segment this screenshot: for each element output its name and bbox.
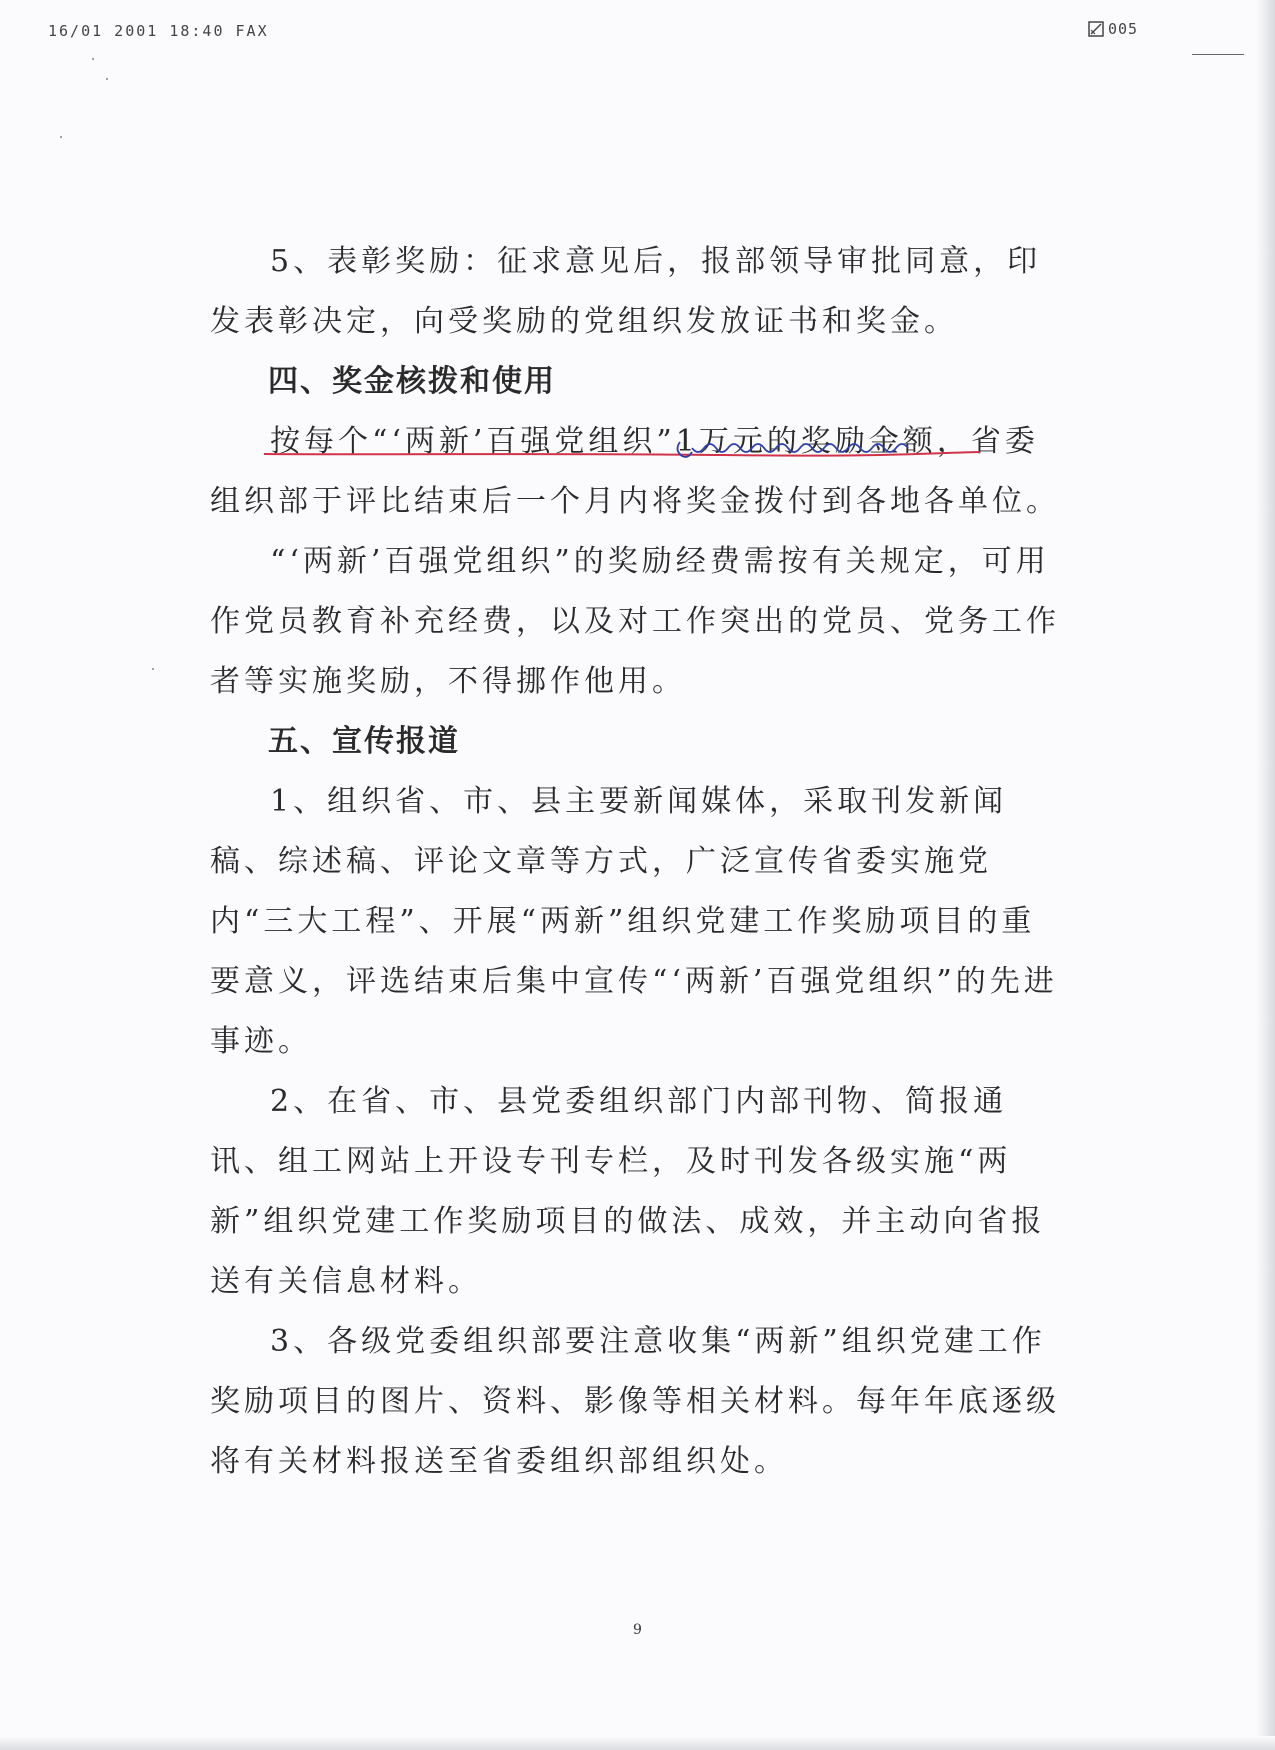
fax-page-code: [1088, 20, 1138, 38]
blue-pen-wave: [692, 444, 908, 452]
red-pen-line: [264, 452, 980, 456]
paragraph-funding: 按每个“‘两新’百强党组织”1万元的奖励金额，省委组织部于评比结束后一个月内将奖金拨付到各地各单位。: [210, 424, 1060, 519]
scan-edge-right: [1257, 0, 1275, 1750]
paragraph-publicity-2: 2、在省、市、县党委组织部门内部刊物、简报通讯、组工网站上开设专刊专栏，及时刊发各级实施“两新”组织党建工作奖励项目的做法、成效，并主动向省报送有关信息材料。: [210, 1084, 1046, 1299]
document-body: [210, 232, 1060, 1492]
scan-speck: [60, 136, 62, 138]
scan-speck: [92, 58, 94, 60]
section-heading-4: 四、奖金核拨和使用: [268, 364, 556, 399]
pen-underline-annotation: [262, 440, 982, 462]
section-heading-5: 五、宣传报道: [268, 724, 460, 759]
scan-edge-bottom: [0, 1736, 1275, 1750]
fax-checkbox-icon: [1088, 21, 1104, 37]
fax-timestamp: 16/01 2001 18:40 FAX: [48, 22, 269, 40]
fax-page-number: 005: [1108, 20, 1139, 38]
paragraph-funding-use: “‘两新’百强党组织”的奖励经费需按有关规定，可用作党员教育补充经费，以及对工作突出的党员、党务工作者等实施奖励，不得挪作他用。: [210, 544, 1060, 699]
paragraph-item-5: 5、表彰奖励：征求意见后，报部领导审批同意，印发表彰决定，向受奖励的党组织发放证书和奖金。: [210, 244, 1042, 339]
scan-speck: [106, 78, 108, 80]
paragraph-publicity-3: 3、各级党委组织部要注意收集“两新”组织党建工作奖励项目的图片、资料、影像等相关材料。每年年底逐级将有关材料报送至省委组织部组织处。: [210, 1324, 1060, 1479]
fax-rule: [1192, 54, 1244, 55]
scan-speck: [152, 668, 154, 670]
paragraph-publicity-1: 1、组织省、市、县主要新闻媒体，采取刊发新闻稿、综述稿、评论文章等方式，广泛宣传省委实施党内“三大工程”、开展“两新”组织党建工作奖励项目的重要意义，评选结束后集中宣传“‘两新’百强党组织”的先进事迹。: [210, 784, 1058, 1059]
page-number: 9: [633, 1622, 642, 1638]
